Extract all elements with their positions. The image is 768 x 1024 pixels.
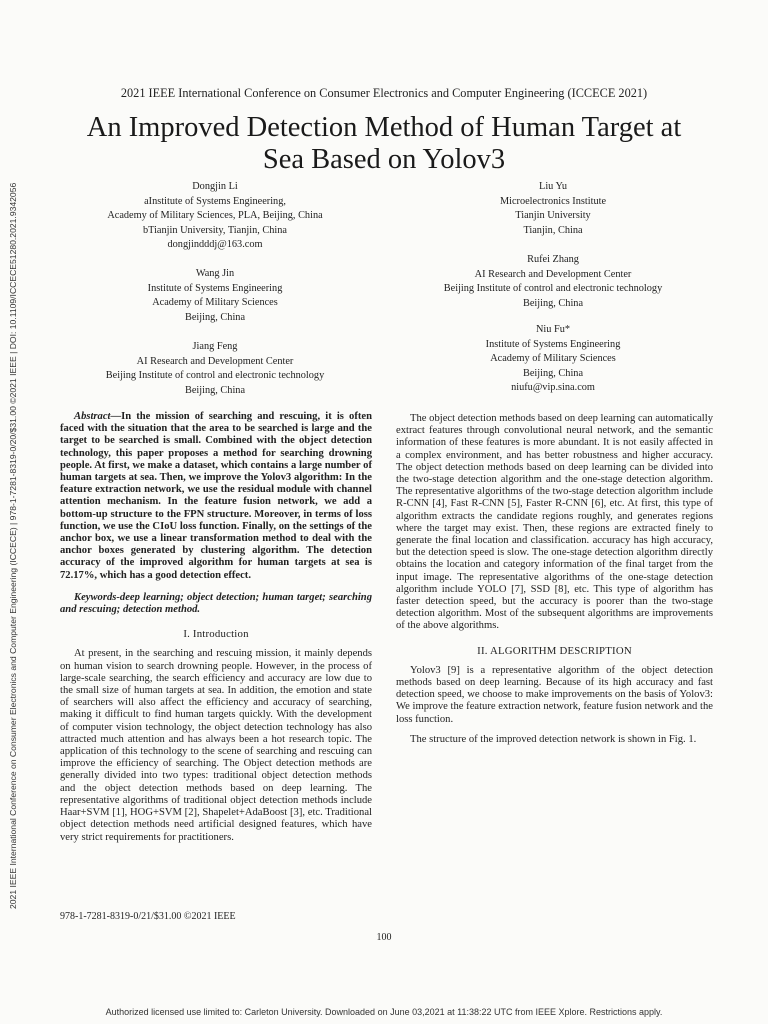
keywords: Keywords-deep learning; object detection; human target; searching and rescuing; detection method. bbox=[60, 591, 372, 616]
author-affiliation: Tianjin, China bbox=[523, 224, 583, 236]
author-name: Wang Jin bbox=[195, 268, 235, 279]
author-affiliation: Beijing, China bbox=[184, 311, 246, 323]
footer-copyright: 978-1-7281-8319-0/21/$31.00 ©2021 IEEE bbox=[60, 911, 236, 922]
author-affiliation: bTianjin University, Tianjin, China bbox=[143, 224, 287, 236]
author-affiliation: Tianjin University bbox=[515, 210, 591, 222]
author-affiliation: Beijing, China bbox=[522, 297, 584, 309]
paper-title bbox=[40, 112, 728, 176]
author-email[interactable]: dongjindddj@163.com bbox=[167, 239, 263, 251]
authorized-use-notice: Authorized licensed use limited to: Carleton University. Downloaded on June 03,2021 at 11:38:22 UTC from IEEE Xplore. Restrictions apply. bbox=[105, 1007, 663, 1017]
intro-paragraph: At present, in the searching and rescuing mission, it mainly depends on human vision to search drowning people. However, in the process of large-scale searching, the search efficiency and accuracy are low due to the small size of human targets at sea. In addition, the emotion and state of searchers will also affect the efficiency and accuracy of searching, making it difficult to find human targets quickly. With the development of computer vision technology, the object detection technology has also attracted much attention and has always been a hot research topic. The application of this technology to the scene of searching and rescuing can improve the efficiency of searching. The Object detection methods are generally divided into two types: traditional object detection methods and the object detection methods based on deep learning. The representative algorithms of traditional object detection methods include Haar+SVM [1], HOG+SVM [2], Shapelet+AdaBoost [3], etc. Traditional object detection methods need artificial designed features, which have very strict requirements for practitioners. bbox=[60, 648, 372, 843]
author-affiliation: Institute of Systems Engineering bbox=[147, 282, 283, 294]
section-heading-introduction: I. Introduction bbox=[183, 628, 249, 641]
author-affiliation: Microelectronics Institute bbox=[499, 195, 607, 207]
author-name: Liu Yu bbox=[539, 181, 567, 192]
author-name: Rufei Zhang bbox=[527, 254, 579, 265]
abstract bbox=[60, 411, 372, 582]
abstract-body: —In the mission of searching and rescuing, it is often faced with the situation that the area to be searched is large and the target to be searched is small. Combined with the object detection technology, this paper proposes a method for searching drowning people. At first, we make a dataset, which contains a large number of human targets at sea. Then, we improve the Yolov3 algorithm: In the feature extraction network, we use the residual module with channel attention mechanism. In the feature fusion network, we add a bottom-up structure to the FPN structure. Moreover, in terms of loss function, we use the CIoU loss function. Finally, on the settings of the anchor box, we use a linear transformation method to deal with the anchor boxes generated by clustering algorithm. The detection accuracy of the improved algorithm for human targets at sea is 72.17%, which has a good detection effect. bbox=[60, 411, 372, 581]
author-name: Jiang Feng bbox=[192, 341, 238, 352]
author-affiliation: aInstitute of Systems Engineering, bbox=[144, 195, 286, 207]
author-email[interactable]: niufu@vip.sina.com bbox=[511, 382, 595, 394]
title-line-1: An Improved Detection Method of Human Target at bbox=[86, 112, 682, 143]
author-block-left-3 bbox=[60, 340, 370, 398]
author-block-right-1 bbox=[398, 180, 708, 238]
author-affiliation: Academy of Military Sciences bbox=[490, 353, 616, 365]
author-block-left-2 bbox=[60, 267, 370, 325]
author-affiliation: Beijing, China bbox=[522, 367, 584, 379]
author-block-right-2 bbox=[398, 253, 708, 311]
abstract-label: Abstract bbox=[74, 411, 111, 422]
page-number: 100 bbox=[376, 932, 392, 943]
author-affiliation: Institute of Systems Engineering bbox=[485, 338, 621, 350]
author-affiliation: AI Research and Development Center bbox=[474, 268, 632, 280]
author-affiliation: Beijing Institute of control and electronic technology bbox=[443, 283, 663, 295]
author-affiliation: Academy of Military Sciences bbox=[152, 297, 278, 309]
author-name: Dongjin Li bbox=[192, 181, 238, 192]
side-doi-text: 2021 IEEE International Conference on Consumer Electronics and Computer Engineering (ICCECE) | 978-1-7281-8319-0/20/$31.00 ©2021 IEEE | DOI: 10.1109/ICCECE51280.2021.9342056 bbox=[8, 182, 18, 909]
side-doi-strip bbox=[8, 134, 22, 909]
author-affiliation: Beijing, China bbox=[184, 384, 246, 396]
body-paragraph: Yolov3 [9] is a representative algorithm of the object detection methods based on deep learning. Because of its high accuracy and fast detection speed, we choose to make improvements on the basis of Yolov3: We improve the feature extraction network, feature fusion network and the loss function. bbox=[396, 664, 713, 725]
left-column bbox=[60, 411, 372, 844]
author-name: Niu Fu* bbox=[535, 324, 571, 335]
author-block-left-1 bbox=[60, 180, 370, 253]
author-block-right-3 bbox=[398, 323, 708, 396]
author-affiliation: Beijing Institute of control and electronic technology bbox=[105, 370, 325, 382]
body-paragraph: The object detection methods based on deep learning can automatically extract features through convolutional neural network, and the semantic information of these features is more abundant. It is not easily affected in a complex environment, and has better robustness and higher accuracy. The object detection methods based on deep learning can be divided into the two-stage detection algorithm and the one-stage detection algorithm. The representative algorithms of the two-stage detection algorithm include R-CNN [4], Fast R-CNN [5], Faster R-CNN [6], etc. At first, this type of algorithm extracts the candidate regions roughly, and generates regions where the target may exist. Then, these regions are extracted finely to generate the final location and classification. accuracy has high accuracy, but the detection speed is slow. The one-stage detection algorithm directly obtains the location and category information of the final target from the input image. The representative algorithms of the one-stage detection algorithm include YOLO [7], SSD [8], etc. This type of algorithm has faster detection speed, but the accuracy is poorer than the two-stage detection algorithm. Most of the subsequent algorithms are improvements of the above algorithms. bbox=[396, 413, 713, 632]
author-affiliation: Academy of Military Sciences, PLA, Beijing, China bbox=[107, 210, 323, 222]
body-paragraph: The structure of the improved detection network is shown in Fig. 1. bbox=[410, 733, 697, 745]
author-affiliation: AI Research and Development Center bbox=[136, 355, 294, 367]
section-heading-algorithm: II. ALGORITHM DESCRIPTION bbox=[477, 644, 632, 657]
conference-header: 2021 IEEE International Conference on Consumer Electronics and Computer Engineering (ICCECE 2021) bbox=[120, 86, 648, 100]
right-column bbox=[396, 413, 713, 746]
title-line-2: Sea Based on Yolov3 bbox=[262, 144, 506, 175]
